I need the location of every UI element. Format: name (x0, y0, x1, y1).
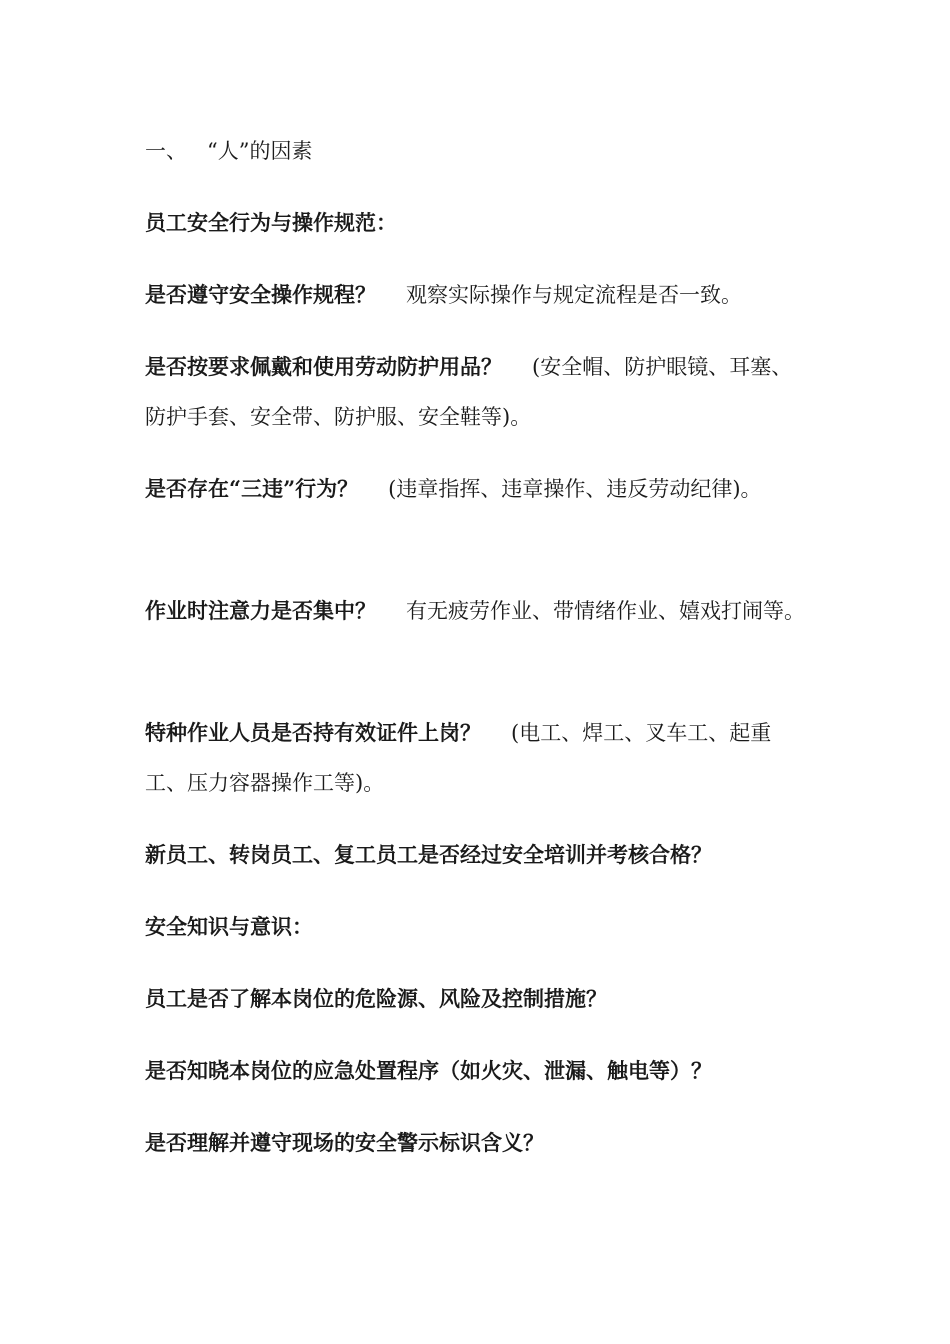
item-note: 有无疲劳作业、带情绪作业、嬉戏打闹等。 (406, 599, 805, 623)
subsection-title-behavior: 员工安全行为与操作规范： (145, 210, 397, 235)
checklist-item: 是否理解并遵守现场的安全警示标识含义？ (145, 1130, 544, 1155)
item-question: 是否遵守安全操作规程？ (145, 282, 376, 307)
item-note: 观察实际操作与规定流程是否一致。 (406, 283, 742, 307)
item-note: (安全帽、防护眼镜、耳塞、防护手套、安全带、防护服、安全鞋等)。 (145, 355, 793, 429)
item-note: (电工、焊工、叉车工、起重工、压力容器操作工等)。 (145, 721, 772, 795)
checklist-item (145, 342, 807, 442)
checklist-item (145, 270, 807, 320)
item-question: 是否按要求佩戴和使用劳动防护用品？ (145, 354, 502, 379)
section-title: “人”的因素 (207, 139, 313, 163)
checklist-item (145, 586, 807, 636)
checklist-item (145, 464, 807, 514)
checklist-item: 是否知晓本岗位的应急处置程序（如火灾、泄漏、触电等）？ (145, 1058, 712, 1083)
item-question: 特种作业人员是否持有效证件上岗？ (145, 720, 481, 745)
section-heading (145, 126, 807, 176)
item-question: 是否存在“三违”行为？ (145, 476, 359, 501)
checklist-item (145, 708, 807, 808)
item-question: 作业时注意力是否集中？ (145, 598, 376, 623)
item-note: (违章指挥、违章操作、违反劳动纪律)。 (388, 477, 762, 501)
subsection-title-knowledge: 安全知识与意识： (145, 914, 313, 939)
checklist-item: 员工是否了解本岗位的危险源、风险及控制措施？ (145, 986, 607, 1011)
section-number: 一、 (145, 139, 187, 163)
item-question: 新员工、转岗员工、复工员工是否经过安全培训并考核合格？ (145, 842, 712, 867)
checklist-item (145, 830, 807, 880)
